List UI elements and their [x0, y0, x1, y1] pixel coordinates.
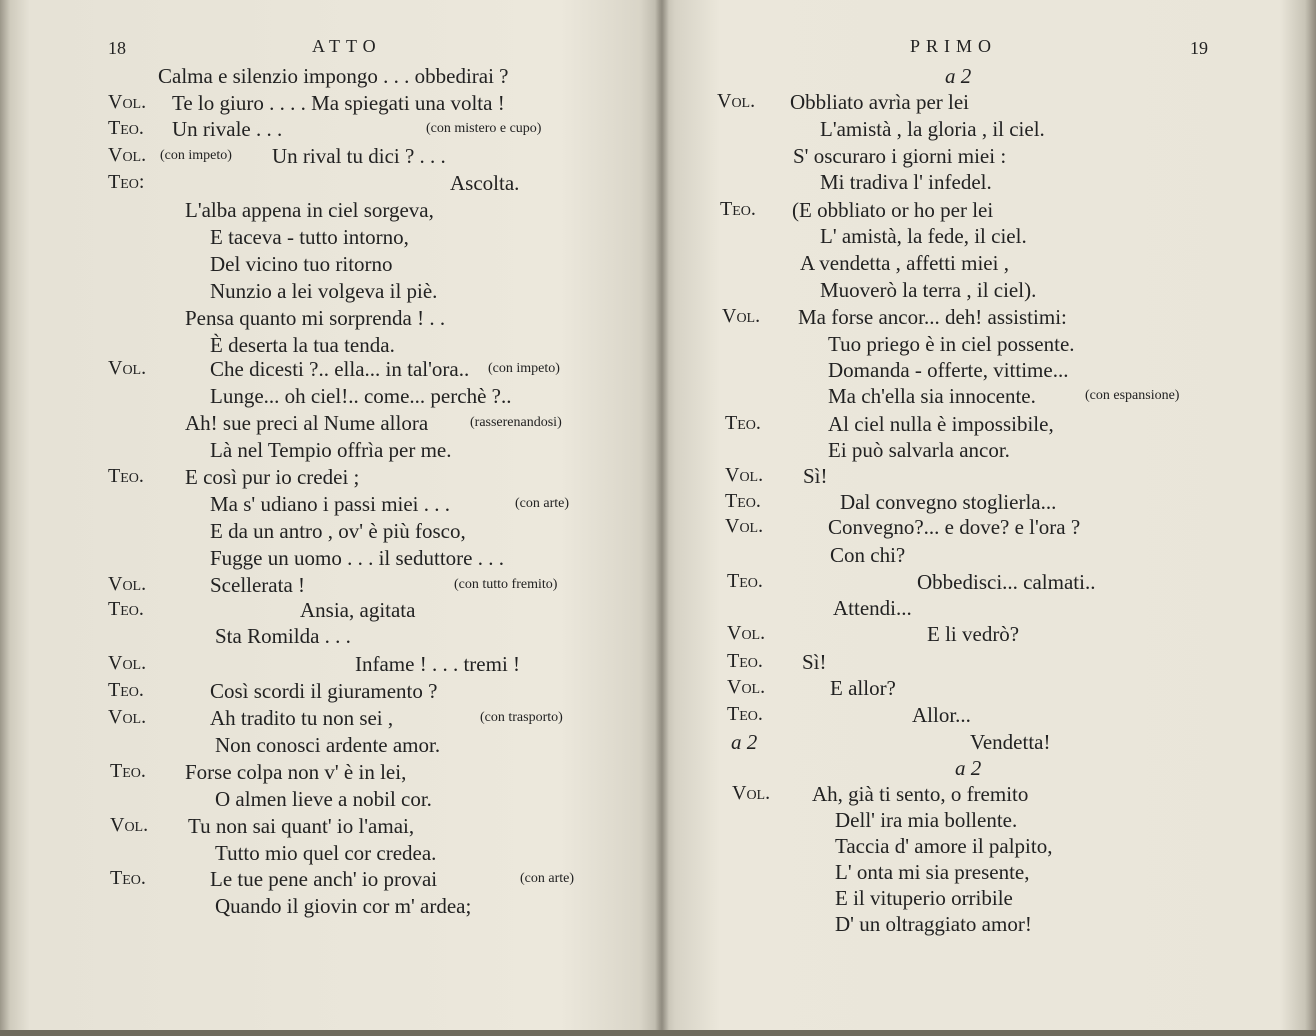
verse-line: Ma s' udiano i passi miei . . . (con arte) — [210, 492, 570, 516]
verse-line: Teo. Forse colpa non v' è in lei, — [110, 760, 407, 784]
verse-line: Vol. Ah, già ti sento, o fremito — [732, 782, 1029, 806]
verse-line: Ei può salvarla ancor. — [828, 438, 1010, 462]
verse-line: Vol. Ah tradito tu non sei , (con trasporto) — [108, 706, 563, 730]
verse-line: Nunzio a lei volgeva il piè. — [210, 279, 438, 303]
verse-line: E da un antro , ov' è più fosco, — [210, 519, 466, 543]
verse-line: Ma ch'ella sia innocente. (con espansione) — [828, 384, 1180, 408]
verse-line: Vol. Che dicesti ?.. ella... in tal'ora.. (con impeto) — [108, 357, 560, 381]
verse-line: O almen lieve a nobil cor. — [215, 787, 432, 811]
verse-line: Teo. E così pur io credei ; — [108, 465, 360, 489]
verse-line: L' onta mi sia presente, — [835, 860, 1030, 884]
verse-line: Vol. E li vedrò? — [727, 622, 1020, 646]
verse-line: Tuo priego è in ciel possente. — [828, 332, 1075, 356]
verse-line: Vol. Sì! — [725, 464, 828, 488]
verse-line: L'amistà , la gloria , il ciel. — [820, 117, 1045, 141]
page-number: 18 — [108, 38, 126, 58]
verse-line: Taccia d' amore il palpito, — [835, 834, 1053, 858]
verse-line: a 2 Vendetta! — [731, 730, 1051, 754]
verse-line: Vol. Scellerata ! (con tutto fremito) — [108, 573, 558, 597]
verse-line: È deserta la tua tenda. — [210, 333, 395, 357]
verse-line: Con chi? — [830, 543, 906, 567]
page-header: ATTO — [312, 36, 382, 56]
verse-line: Non conosci ardente amor. — [215, 733, 441, 757]
verse-line: Là nel Tempio offrìa per me. — [210, 438, 452, 462]
verse-line: Dell' ira mia bollente. — [835, 808, 1018, 832]
verse-line: Sta Romilda . . . — [215, 624, 351, 648]
verse-line: Vol. Convegno?... e dove? e l'ora ? — [725, 515, 1081, 539]
verse-line: Teo. Allor... — [727, 703, 971, 727]
verse-line: Tutto mio quel cor credea. — [215, 841, 437, 865]
verse-line: Teo. Obbedisci... calmati.. — [727, 570, 1096, 594]
verse-line: Teo: Ascolta. — [108, 171, 520, 195]
verse-line: Vol. Te lo giuro . . . . Ma spiegati una volta ! — [108, 91, 505, 115]
verse-line: Calma e silenzio impongo . . . obbedirai ? — [158, 64, 509, 88]
verse-line: L'alba appena in ciel sorgeva, — [185, 198, 434, 222]
verse-line: Teo. Le tue pene anch' io provai (con arte) — [110, 867, 575, 891]
verse-line: Teo. Un rivale . . . (con mistero e cupo) — [108, 117, 542, 141]
verse-line: Teo. (E obbliato or ho per lei — [720, 198, 994, 222]
verse-line: a 2 — [955, 756, 982, 780]
verse-line: D' un oltraggiato amor! — [835, 912, 1032, 936]
verse-line: Teo. Così scordi il giuramento ? — [108, 679, 438, 703]
verse-line: Attendi... — [833, 596, 912, 620]
page-header: PRIMO — [910, 36, 998, 56]
verse-line: Teo. Ansia, agitata — [108, 598, 416, 622]
verse-line: Teo. Sì! — [727, 650, 827, 674]
verse-line: Mi tradiva l' infedel. — [820, 170, 992, 194]
page-number: 19 — [1190, 38, 1208, 58]
verse-line: Vol. Obbliato avrìa per lei — [717, 90, 970, 114]
verse-line: E taceva - tutto intorno, — [210, 225, 409, 249]
verse-line: Vol. E allor? — [727, 676, 896, 700]
verse-line: Quando il giovin cor m' ardea; — [215, 894, 472, 918]
verse-line: S' oscuraro i giorni miei : — [793, 144, 1007, 168]
verse-line: Vol. Tu non sai quant' io l'amai, — [110, 814, 415, 838]
verse-line: A vendetta , affetti miei , — [800, 251, 1009, 275]
verse-line: E il vituperio orribile — [835, 886, 1013, 910]
verse-line: Teo. Al ciel nulla è impossibile, — [725, 412, 1054, 436]
right-page — [665, 0, 1316, 1036]
verse-line: Domanda - offerte, vittime... — [828, 358, 1069, 382]
book-bottom-edge — [0, 1030, 1316, 1036]
verse-line: Ah! sue preci al Nume allora (rasserenandosi) — [185, 411, 562, 435]
verse-line: Vol. (con impeto) Un rival tu dici ? . . . — [108, 144, 446, 168]
verse-line: Vol. Ma forse ancor... deh! assistimi: — [722, 305, 1067, 329]
verse-line: Pensa quanto mi sorprenda ! . . — [185, 306, 446, 330]
verse-line: Fugge un uomo . . . il seduttore . . . — [210, 546, 504, 570]
verse-line: Vol. Infame ! . . . tremi ! — [108, 652, 521, 676]
verse-line: Teo. Dal convegno stoglierla... — [725, 490, 1057, 514]
verse-line: a 2 — [945, 64, 972, 88]
verse-line: Muoverò la terra , il ciel). — [820, 278, 1037, 302]
verse-line: Lunge... oh ciel!.. come... perchè ?.. — [210, 384, 512, 408]
verse-line: Del vicino tuo ritorno — [210, 252, 393, 276]
verse-line: L' amistà, la fede, il ciel. — [820, 224, 1027, 248]
